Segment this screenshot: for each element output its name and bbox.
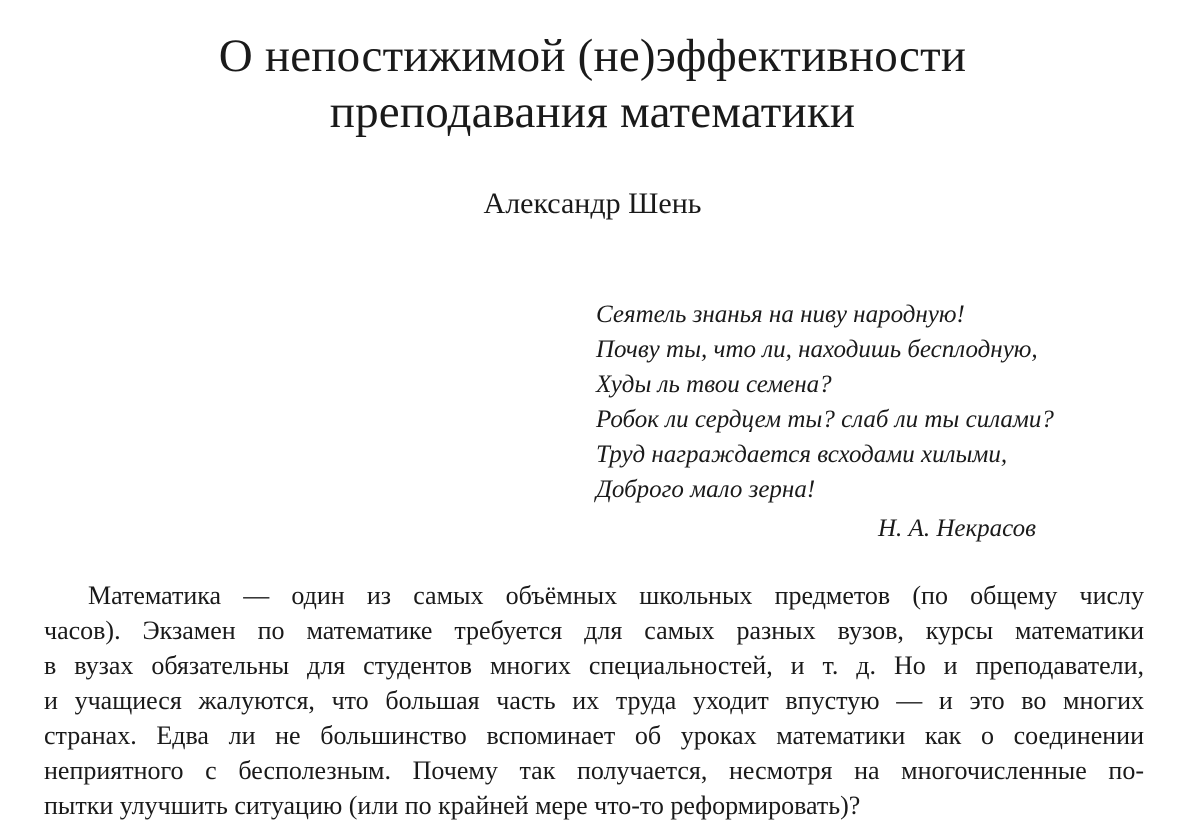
body-line: пытки улучшить ситуацию (или по крайней мере что-то реформировать)?: [44, 791, 861, 820]
title-line-1: О непостижимой (не)эффективности: [218, 30, 967, 82]
body-line: в вузах обязательны для студентов многих специальностей, и т. д. Но и преподаватели,: [44, 651, 1144, 680]
title-line-2: преподавания математики: [329, 86, 856, 138]
body-line: и учащиеся жалуются, что большая часть их труда уходит впустую — и это во многих: [44, 686, 1144, 715]
body-line: неприятного с бесполезным. Почему так получается, несмотря на многочисленные по-: [44, 756, 1144, 785]
epigraph-line: Сеятель знанья на ниву народную!: [596, 301, 965, 328]
author-name: Александр Шень: [483, 187, 702, 220]
epigraph-line: Робок ли сердцем ты? слаб ли ты силами?: [596, 406, 1054, 433]
body-line: Математика — один из самых объёмных школьных предметов (по общему числу: [88, 581, 1144, 610]
body-line: часов). Экзамен по математике требуется для самых разных вузов, курсы математики: [44, 616, 1144, 645]
epigraph-attribution: Н. А. Некрасов: [878, 515, 1036, 542]
epigraph-line: Худы ль твои семена?: [596, 371, 832, 398]
epigraph-line: Доброго мало зерна!: [596, 476, 816, 503]
epigraph-line: Почву ты, что ли, находишь бесплодную,: [596, 336, 1038, 363]
body-line: странах. Едва ли не большинство вспоминает об уроках математики как о соединении: [44, 721, 1144, 750]
epigraph: [596, 297, 1156, 507]
article-title: [0, 28, 1185, 140]
epigraph-line: Труд награждается всходами хилыми,: [596, 441, 1008, 468]
body-paragraph: [44, 578, 1144, 823]
